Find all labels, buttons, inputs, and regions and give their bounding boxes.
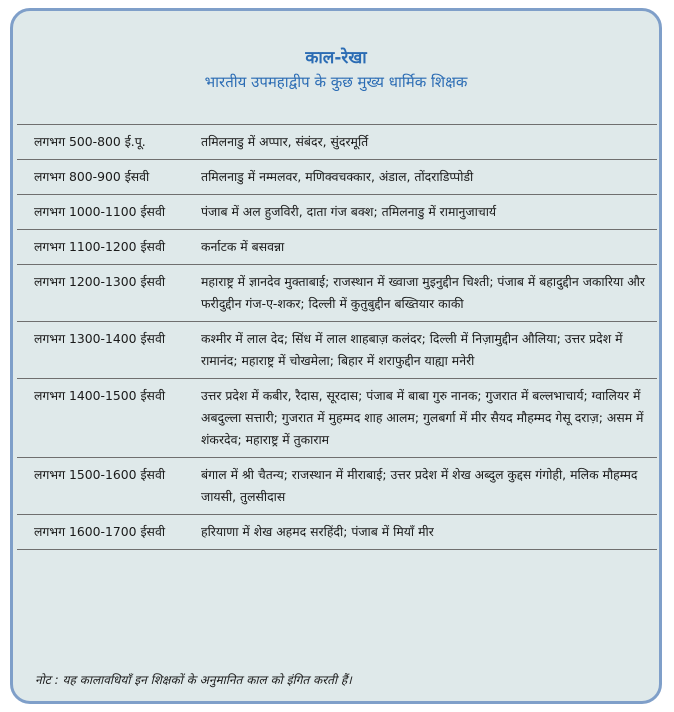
period-cell: लगभग 1300-1400 ईसवी bbox=[34, 331, 166, 346]
table-row bbox=[17, 229, 657, 264]
teachers-cell: हरियाणा में शेख अहमद सरहिंदी; पंजाब में मियाँ मीर bbox=[201, 524, 434, 539]
period-cell: लगभग 1000-1100 ईसवी bbox=[34, 204, 166, 219]
timeline-box bbox=[10, 8, 662, 704]
teachers-cell: बंगाल में श्री चैतन्य; राजस्थान में मीराबाई; उत्तर प्रदेश में शेख अब्दुल कुद्दस गंगोही, मलिक मौहम्मद जायसी, तुलसीदास bbox=[201, 467, 638, 504]
header bbox=[13, 11, 659, 93]
period-cell: लगभग 500-800 ई.पू. bbox=[34, 134, 146, 149]
teachers-cell: उत्तर प्रदेश में कबीर, रैदास, सूरदास; पंजाब में बाबा गुरु नानक; गुजरात में बल्लभाचार्य; ग्वालियर में अबदुल्ला सत्तारी; गुजरात में मुहम्मद शाह आलम; गुलबर्गा में मीर सैयद मौहम्मद गेसू दराज़; असम में शंकरदेव; महाराष्ट्र में तुकाराम bbox=[201, 388, 644, 447]
period-cell: लगभग 1100-1200 ईसवी bbox=[34, 239, 166, 254]
table-row bbox=[17, 378, 657, 457]
period-cell: लगभग 1400-1500 ईसवी bbox=[34, 388, 166, 403]
table-row bbox=[17, 457, 657, 514]
teachers-cell: तमिलनाडु में नम्मलवर, मणिक्वचक्कार, अंडाल, तोंदराडिप्पोडी bbox=[201, 169, 474, 184]
table-row bbox=[17, 124, 657, 159]
timeline-table bbox=[17, 124, 657, 550]
teachers-cell: महाराष्ट्र में ज्ञानदेव मुक्ताबाई; राजस्थान में ख्वाजा मुइनुद्दीन चिश्ती; पंजाब में बहादुद्दीन जकारिया और फरीदुद्दीन गंज-ए-शकर; दिल्ली में कुतुबुद्दीन बख्तियार काकी bbox=[201, 274, 645, 311]
period-cell: लगभग 800-900 ईसवी bbox=[34, 169, 150, 184]
table-row bbox=[17, 321, 657, 378]
page-subtitle: भारतीय उपमहाद्वीप के कुछ मुख्य धार्मिक शिक्षक bbox=[204, 73, 468, 91]
period-cell: लगभग 1600-1700 ईसवी bbox=[34, 524, 166, 539]
page-title: काल-रेखा bbox=[305, 48, 367, 68]
period-cell: लगभग 1500-1600 ईसवी bbox=[34, 467, 166, 482]
teachers-cell: कर्नाटक में बसवन्ना bbox=[201, 239, 285, 254]
period-cell: लगभग 1200-1300 ईसवी bbox=[34, 274, 166, 289]
footnote: नोट : यह कालावधियाँ इन शिक्षकों के अनुमानित काल को इंगित करती हैं। bbox=[35, 673, 352, 687]
table-row bbox=[17, 514, 657, 550]
table-row bbox=[17, 159, 657, 194]
teachers-cell: कश्मीर में लाल देद; सिंध में लाल शाहबाज़ कलंदर; दिल्ली में निज़ामुद्दीन औलिया; उत्तर प्रदेश में रामानंद; महाराष्ट्र में चोखमेला; बिहार में शराफुद्दीन याह्या मनेरी bbox=[201, 331, 623, 368]
teachers-cell: पंजाब में अल हुजविरी, दाता गंज बक्श; तमिलनाडु में रामानुजाचार्य bbox=[201, 204, 497, 219]
teachers-cell: तमिलनाडु में अप्पार, संबंदर, सुंदरमूर्ति bbox=[201, 134, 369, 149]
table-row bbox=[17, 264, 657, 321]
table-row bbox=[17, 194, 657, 229]
